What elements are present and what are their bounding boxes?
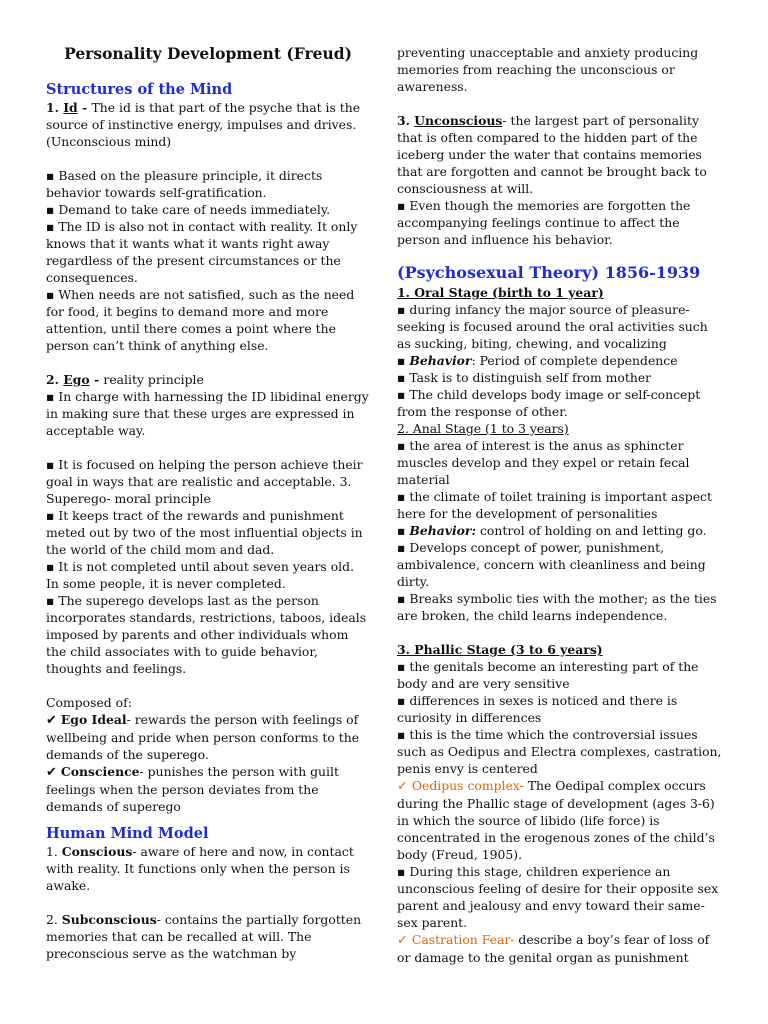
bullet-icon: ▪ xyxy=(397,864,406,879)
structures-heading: Structures of the Mind xyxy=(46,81,233,98)
id-term: Id xyxy=(63,100,78,115)
psychosexual-heading: (Psychosexual Theory) 1856-1939 xyxy=(397,263,701,282)
composed-of-label: Composed of: xyxy=(46,695,132,710)
castration-item: ✓ Castration Fear- describe a boy’s fear of loss of or damage to the genital organ as punishment xyxy=(397,932,710,965)
anal-bullets-more xyxy=(397,539,725,624)
bullet-icon: ▪ xyxy=(397,727,406,742)
bullet-item: ▪ It is not completed until about seven years old. In some people, it is never completed. xyxy=(46,559,355,591)
unconscious-bullets xyxy=(397,197,725,248)
conscious-item: 1. Conscious- aware of here and now, in contact with reality. It functions only when the person is awake. xyxy=(46,844,354,893)
bullet-item: ▪ the climate of toilet training is important aspect here for the development of personalities xyxy=(397,489,712,521)
bullet-item: ▪ The ID is also not in contact with reality. It only knows that it wants what it wants right away regardless of the present circumstances or the consequences. xyxy=(46,219,358,285)
ego-ideal-item: ✔ Ego Ideal- rewards the person with feelings of wellbeing and pride when person conforms to the demands of the superego. xyxy=(46,712,360,762)
bullet-item: ▪ When needs are not satisfied, such as the need for food, it begins to demand more and more attention, until there comes a point where the person can’t think of anything else. xyxy=(46,287,355,353)
oral-behavior-item: ▪ Behavior: Period of complete dependence xyxy=(397,353,678,368)
bullet-item: ▪ the area of interest is the anus as sphincter muscles develop and they expel or retain fecal material xyxy=(397,438,690,487)
bullet-icon: ▪ xyxy=(397,591,406,606)
ego-term: Ego xyxy=(63,372,90,387)
bullet-icon: ▪ xyxy=(46,202,55,217)
bullet-item: ▪ Breaks symbolic ties with the mother; as the ties are broken, the child learns independence. xyxy=(397,591,717,623)
bullet-item: ▪ The superego develops last as the person incorporates standards, restrictions, taboos, ideals imposed by parents and other individuals whom the child associates with to guide behavior, thoughts and feelings. xyxy=(46,593,367,676)
checkmark-icon: ✔ xyxy=(46,765,57,780)
bullet-item: ▪ differences in sexes is noticed and there is curiosity in differences xyxy=(397,693,678,725)
bullet-icon: ▪ xyxy=(397,693,406,708)
bullet-item: ▪ During this stage, children experience an unconscious feeling of desire for their opposite sex parent and jealousy and envy toward their same-sex parent. xyxy=(397,864,719,930)
bullet-icon: ▪ xyxy=(46,389,55,404)
id-paragraph: 1. Id - The id is that part of the psyche that is the source of instinctive energy, impulses and drives. (Unconscious mind) xyxy=(46,100,361,149)
ego-paragraph: 2. Ego - reality principle xyxy=(46,372,204,387)
ego-bullets xyxy=(46,388,370,439)
bullet-icon: ▪ xyxy=(397,370,406,385)
bullet-item: ▪ The child develops body image or self-concept from the response of other. xyxy=(397,387,701,419)
ego-bullets-more xyxy=(46,456,370,677)
anal-behavior-item: ▪ Behavior: control of holding on and letting go. xyxy=(397,523,707,538)
unconscious-item: 3. Unconscious- the largest part of personality that is often compared to the hidden part of the iceberg under the water that contains memories that are forgotten and cannot be brought back to consciousness at will. xyxy=(397,113,707,196)
bullet-item: ▪ Task is to distinguish self from mother xyxy=(397,370,652,385)
anal-bullets xyxy=(397,437,725,522)
phallic-stage-heading: 3. Phallic Stage (3 to 6 years) xyxy=(397,642,603,657)
bullet-icon: ▪ xyxy=(397,540,406,555)
bullet-icon: ▪ xyxy=(397,659,406,674)
id-bullets xyxy=(46,167,370,354)
bullet-icon: ▪ xyxy=(397,523,406,538)
bullet-icon: ▪ xyxy=(46,593,55,608)
continuation-text: preventing unacceptable and anxiety producing memories from reaching the unconscious or awareness. xyxy=(397,45,699,94)
human-mind-model-heading: Human Mind Model xyxy=(46,825,209,842)
bullet-icon: ▪ xyxy=(46,559,55,574)
oral-bullets xyxy=(397,301,725,352)
oedipus-item: ✓ Oedipus complex- The Oedipal complex occurs during the Phallic stage of development (ages 3-6) in which the source of libido (life force) is concentrated in the erogenous zones of the child’s body (Freud, 1905). xyxy=(397,778,715,862)
bullet-item: ▪ Based on the pleasure principle, it directs behavior towards self-gratification. xyxy=(46,168,323,200)
bullet-item: ▪ Demand to take care of needs immediately. xyxy=(46,202,331,217)
phallic-bullets-more xyxy=(397,863,725,931)
oral-stage-heading: 1. Oral Stage (birth to 1 year) xyxy=(397,285,604,300)
checkmark-icon: ✓ xyxy=(397,933,408,948)
bullet-item: ▪ It keeps tract of the rewards and punishment meted out by two of the most influential objects in the world of the child mom and dad. xyxy=(46,508,363,557)
right-column xyxy=(397,44,725,966)
oral-bullets-more xyxy=(397,369,725,420)
bullet-icon: ▪ xyxy=(397,438,406,453)
bullet-item: ▪ this is the time which the controversial issues such as Oedipus and Electra complexes, castration, penis envy is centered xyxy=(397,727,722,776)
conscience-item: ✔ Conscience- punishes the person with guilt feelings when the person deviates from the demands of superego xyxy=(46,764,339,814)
bullet-icon: ▪ xyxy=(46,287,55,302)
bullet-icon: ▪ xyxy=(46,457,55,472)
bullet-item: ▪ Even though the memories are forgotten the accompanying feelings continue to affect the person and influence his behavior. xyxy=(397,198,691,247)
bullet-icon: ▪ xyxy=(46,168,55,183)
checkmark-icon: ✓ xyxy=(397,779,408,794)
page-title: Personality Development (Freud) xyxy=(64,44,352,63)
phallic-bullets xyxy=(397,658,725,777)
bullet-item: ▪ It is focused on helping the person achieve their goal in ways that are realistic and acceptable. 3. Superego- moral principle xyxy=(46,457,363,506)
bullet-icon: ▪ xyxy=(397,353,406,368)
anal-stage-heading: 2. Anal Stage (1 to 3 years) xyxy=(397,421,569,436)
checkmark-icon: ✔ xyxy=(46,713,57,728)
bullet-icon: ▪ xyxy=(397,387,406,402)
bullet-item: ▪ during infancy the major source of pleasure-seeking is focused around the oral activities such as sucking, biting, chewing, and vocalizing xyxy=(397,302,708,351)
left-column xyxy=(46,0,370,962)
bullet-item: ▪ In charge with harnessing the ID libidinal energy in making sure that these urges are expressed in acceptable way. xyxy=(46,389,369,438)
bullet-item: ▪ the genitals become an interesting part of the body and are very sensitive xyxy=(397,659,699,691)
bullet-icon: ▪ xyxy=(46,219,55,234)
bullet-icon: ▪ xyxy=(46,508,55,523)
bullet-item: ▪ Develops concept of power, punishment, ambivalence, concern with cleanliness and being dirty. xyxy=(397,540,706,589)
bullet-icon: ▪ xyxy=(397,198,406,213)
bullet-icon: ▪ xyxy=(397,489,406,504)
bullet-icon: ▪ xyxy=(397,302,406,317)
subconscious-item: 2. Subconscious- contains the partially forgotten memories that can be recalled at will. The preconscious serve as the watchman by xyxy=(46,912,362,961)
